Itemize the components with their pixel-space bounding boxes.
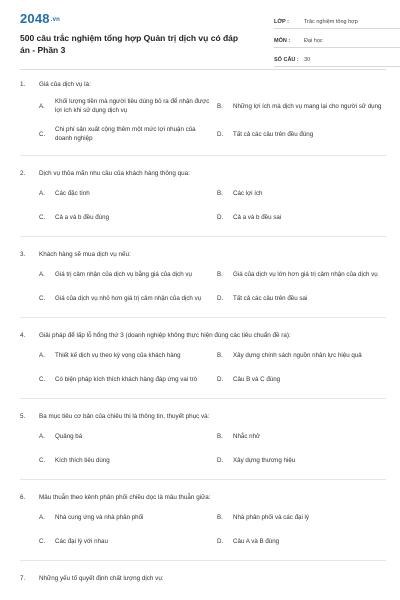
question-divider	[20, 317, 386, 318]
option-text: Những lợi ích mà dịch vụ mang lại cho người sử dụng	[233, 102, 382, 110]
option-c[interactable]	[39, 534, 211, 548]
meta-row-subject	[274, 31, 400, 48]
option-a[interactable]	[39, 429, 211, 443]
question-number: 2.	[20, 170, 26, 177]
site-logo[interactable]	[20, 11, 60, 26]
question-text	[20, 169, 386, 178]
meta-info	[274, 12, 400, 69]
option-letter: B.	[217, 102, 223, 110]
option-letter: A.	[39, 351, 45, 359]
option-b[interactable]	[217, 429, 389, 443]
option-letter: D.	[217, 375, 224, 383]
option-c[interactable]	[39, 125, 211, 143]
meta-value: Đại học	[304, 38, 323, 44]
question-divider	[20, 479, 386, 480]
answer-options	[20, 186, 386, 234]
option-d[interactable]	[217, 125, 389, 143]
option-text: Cả a và b đều đúng	[55, 213, 110, 221]
meta-key: LỚP :	[274, 19, 289, 25]
meta-row-count	[274, 50, 400, 67]
option-letter: C.	[39, 375, 46, 383]
meta-row-class	[274, 12, 400, 29]
option-b[interactable]	[217, 510, 389, 524]
question-divider	[20, 155, 386, 156]
page-title: 500 câu trắc nghiệm tổng hợp Quản trị dịch vụ có đáp án - Phần 3	[20, 33, 239, 55]
option-letter: A.	[39, 102, 45, 110]
question-6	[20, 493, 386, 561]
meta-key: MÔN :	[274, 38, 291, 44]
option-text: Nhà cung ứng và nhà phân phối	[55, 513, 144, 521]
option-letter: C.	[39, 294, 46, 302]
option-text: Tất cả các câu trên đều đúng	[233, 130, 314, 138]
option-text: Giá của dịch vụ lớn hơn giá trị cảm nhận của dịch vụ	[233, 270, 378, 278]
question-text	[20, 250, 386, 259]
question-number: 3.	[20, 251, 26, 258]
option-text: Cả a và b đều sai	[233, 213, 282, 221]
question-number: 7.	[20, 575, 26, 582]
meta-value: 30	[304, 57, 311, 63]
option-text: Có biện pháp kích thích khách hàng đáp ứng vai trò	[55, 375, 198, 383]
option-text: Câu A và B đúng	[233, 537, 280, 545]
option-d[interactable]	[217, 453, 389, 467]
question-text	[20, 80, 386, 89]
option-text: Các đại lý với nhau	[55, 537, 108, 545]
option-c[interactable]	[39, 372, 211, 386]
question-body: Giá của dịch vụ là:	[39, 81, 91, 88]
question-list	[20, 80, 386, 583]
option-c[interactable]	[39, 210, 211, 224]
option-letter: B.	[217, 351, 223, 359]
option-letter: A.	[39, 270, 45, 278]
option-letter: C.	[39, 537, 46, 545]
answer-options	[20, 97, 386, 153]
option-letter: B.	[217, 432, 223, 440]
question-number: 1.	[20, 81, 26, 88]
question-number: 5.	[20, 413, 26, 420]
option-letter: D.	[217, 213, 224, 221]
answer-options	[20, 267, 386, 315]
option-text: Chi phí sản xuất cộng thêm một mức lợi nhuận của doanh nghiệp	[55, 126, 196, 142]
option-letter: D.	[217, 537, 224, 545]
question-3	[20, 250, 386, 318]
answer-options	[20, 510, 386, 558]
option-a[interactable]	[39, 267, 211, 281]
option-letter: D.	[217, 130, 224, 138]
option-b[interactable]	[217, 97, 389, 115]
meta-key: SỐ CÂU :	[274, 57, 299, 63]
option-letter: C.	[39, 213, 46, 221]
option-letter: C.	[39, 130, 46, 138]
option-letter: B.	[217, 189, 223, 197]
option-c[interactable]	[39, 291, 211, 305]
option-text: Nhà phân phối và các đại lý	[233, 513, 310, 521]
option-text: Xây dựng chính sách nguồn nhân lực hiệu quả	[233, 351, 362, 359]
question-1	[20, 80, 386, 156]
question-number: 6.	[20, 494, 26, 501]
option-text: Câu B và C đúng	[233, 375, 281, 383]
meta-value: Trắc nghiệm tổng hợp	[304, 19, 358, 25]
option-d[interactable]	[217, 372, 389, 386]
question-text	[20, 493, 386, 502]
option-text: Thiết kế dịch vụ theo kỳ vọng của khách hàng	[55, 351, 181, 359]
question-7	[20, 574, 386, 583]
logo-tld: .vn	[50, 16, 61, 23]
option-letter: B.	[217, 270, 223, 278]
question-divider	[20, 398, 386, 399]
option-text: Giá trị cảm nhận của dịch vụ bằng giá của dịch vụ	[55, 270, 192, 278]
question-divider	[20, 236, 386, 237]
option-b[interactable]	[217, 267, 389, 281]
question-body: Giải pháp để lấp lỗ hổng thứ 3 (doanh nghiệp không thực hiện đúng các tiêu chuẩn đề ra):	[39, 332, 291, 339]
option-b[interactable]	[217, 186, 389, 200]
option-a[interactable]	[39, 348, 211, 362]
option-letter: D.	[217, 294, 224, 302]
question-body: Khách hàng sẽ mua dịch vụ nếu:	[39, 251, 131, 258]
question-text	[20, 574, 386, 583]
document-header	[20, 0, 386, 68]
option-c[interactable]	[39, 453, 211, 467]
header-divider	[20, 69, 386, 70]
question-4	[20, 331, 386, 399]
question-text	[20, 331, 386, 340]
question-body: Ba mục tiêu cơ bản của chiêu thị là thông tin, thuyết phục và:	[39, 413, 210, 420]
answer-options	[20, 429, 386, 477]
option-text: Các lợi ích	[233, 189, 263, 197]
option-a[interactable]	[39, 510, 211, 524]
option-d[interactable]	[217, 291, 389, 305]
option-text: Khối lượng tiền mà người tiêu dùng bỏ ra để nhận được lợi ích khi sử dụng dịch vụ	[55, 98, 210, 114]
question-divider	[20, 560, 386, 561]
question-body: Mâu thuẫn theo kênh phân phối chiều dọc là mâu thuẫn giữa:	[39, 494, 211, 501]
question-text	[20, 412, 386, 421]
option-text: Tất cả các câu trên đều sai	[233, 294, 308, 302]
option-text: Các đặc tính	[55, 189, 90, 197]
option-letter: B.	[217, 513, 223, 521]
question-2	[20, 169, 386, 237]
option-text: Xây dựng thương hiệu	[233, 456, 296, 464]
question-5	[20, 412, 386, 480]
option-letter: C.	[39, 456, 46, 464]
option-a[interactable]	[39, 97, 211, 115]
option-text: Quảng bá	[55, 432, 83, 440]
option-a[interactable]	[39, 186, 211, 200]
answer-options	[20, 348, 386, 396]
option-text: Kích thích tiêu dùng	[55, 456, 110, 464]
option-letter: A.	[39, 513, 45, 521]
option-text: Giá của dịch vụ nhỏ hơn giá trị cảm nhận của dịch vụ	[55, 294, 202, 302]
option-letter: A.	[39, 189, 45, 197]
question-body: Dịch vụ thỏa mãn nhu cầu của khách hàng thông qua:	[39, 170, 190, 177]
option-text: Nhắc nhở	[233, 432, 261, 440]
option-letter: A.	[39, 432, 45, 440]
option-d[interactable]	[217, 210, 389, 224]
option-d[interactable]	[217, 534, 389, 548]
option-b[interactable]	[217, 348, 389, 362]
logo-main: 2048	[20, 11, 50, 26]
question-number: 4.	[20, 332, 26, 339]
option-letter: D.	[217, 456, 224, 464]
question-body: Những yếu tố quyết định chất lượng dịch vụ:	[39, 575, 164, 582]
